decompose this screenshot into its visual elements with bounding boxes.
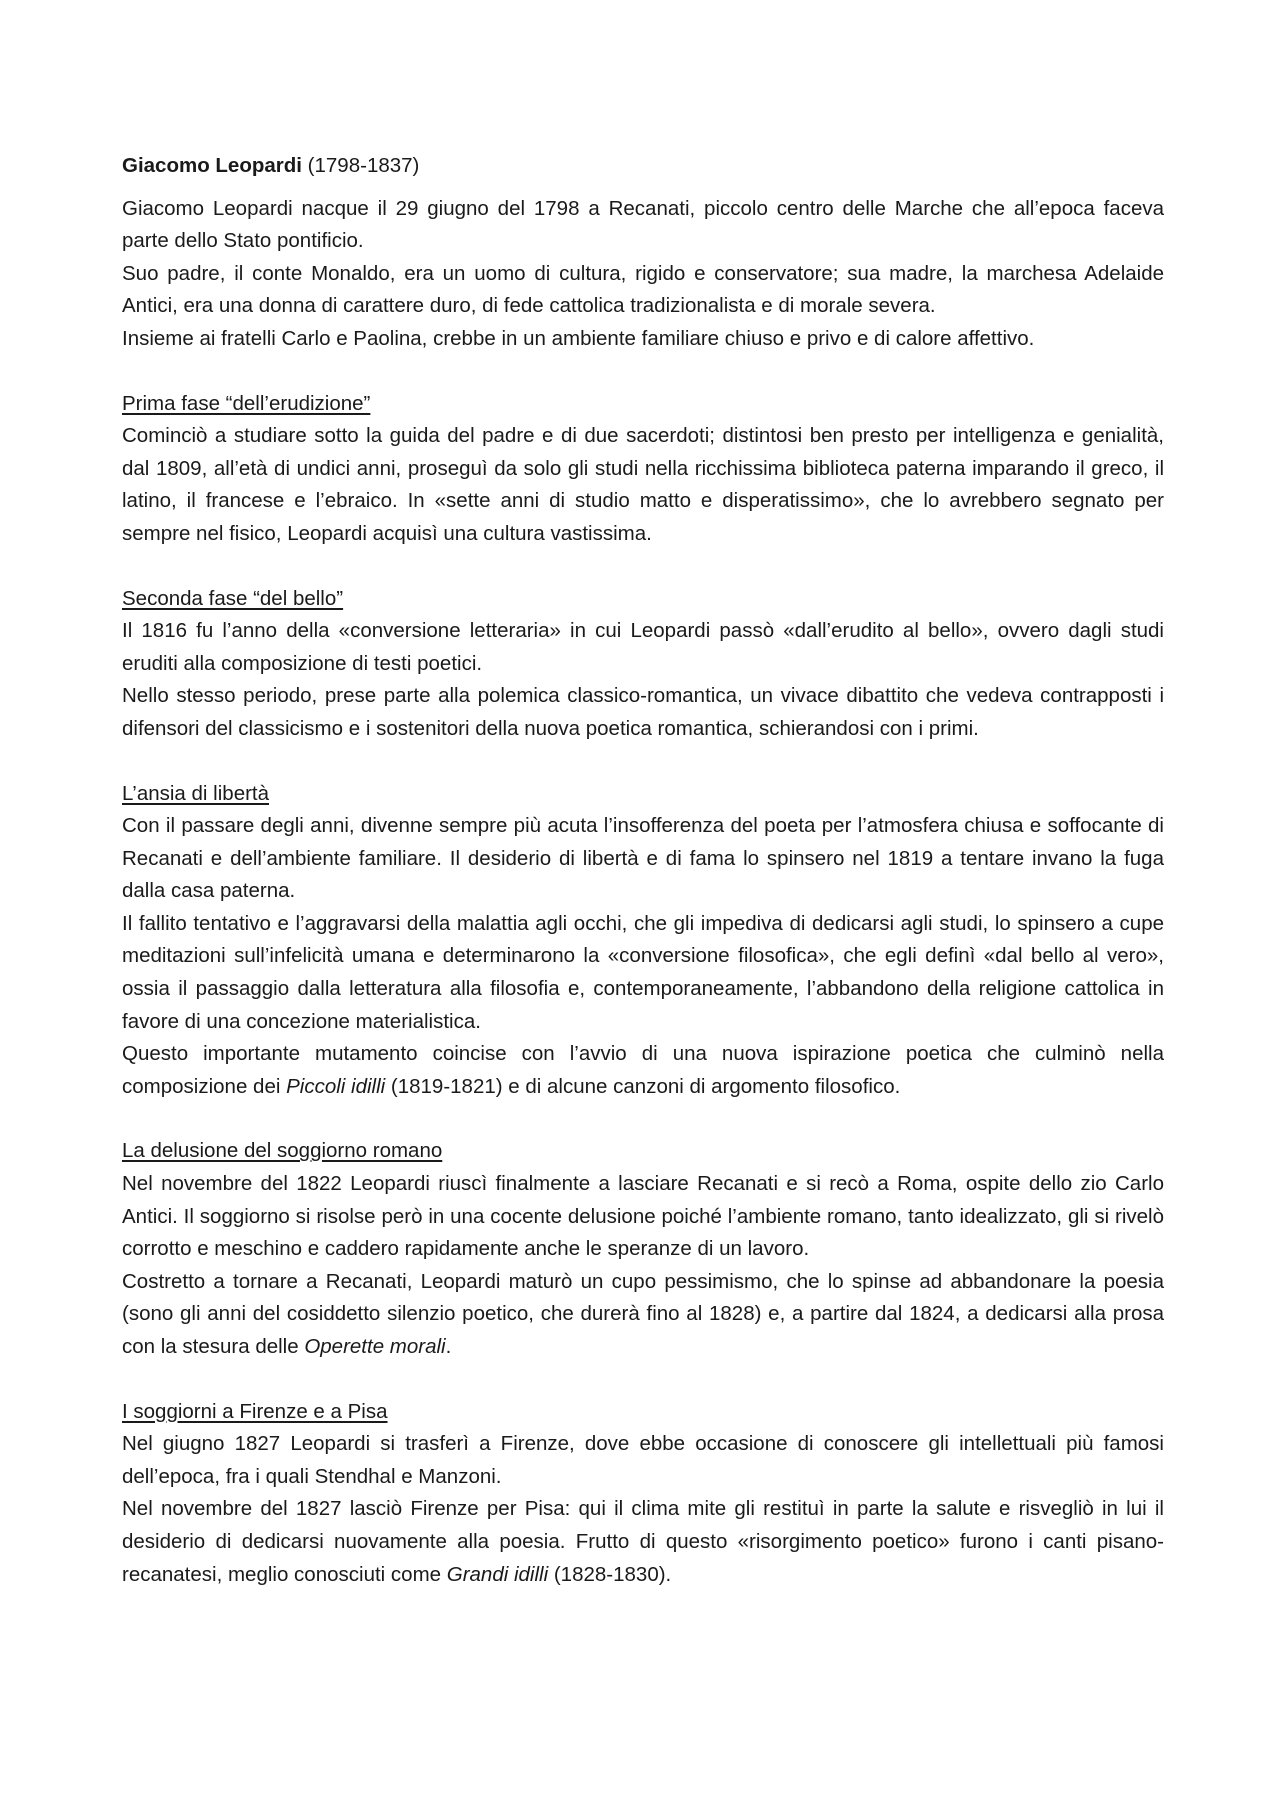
italic-title: Piccoli idilli [286, 1074, 386, 1098]
section-heading: Prima fase “dell’erudizione” [122, 391, 371, 415]
section-heading: Seconda fase “del bello” [122, 586, 344, 610]
title-name: Giacomo Leopardi [122, 154, 302, 177]
text-run: Nel novembre del 1827 lasciò Firenze per Pisa: qui il clima mite gli restituì in parte la salute e risvegliò in lui il desiderio di dedicarsi nuovamente alla poesia. Frutto di questo «risorgimento poetico» furono i canti pisano-recanatesi, meglio conosciuti come [122, 1497, 1164, 1586]
document-page [122, 150, 1164, 1591]
section-paragraph [122, 1493, 1164, 1591]
section-erudizione [122, 388, 1164, 551]
section-heading: La delusione del soggiorno romano [122, 1139, 443, 1163]
section-paragraph [122, 1266, 1164, 1364]
section-heading: I soggiorni a Firenze e a Pisa [122, 1399, 388, 1423]
section-paragraph: Nel novembre del 1822 Leopardi riuscì finalmente a lasciare Recanati e si recò a Roma, ospite dello zio Carlo Antici. Il soggiorno si risolse però in una cocente delusione poiché l’ambiente romano, tanto idealizzato, gli si rivelò corrotto e meschino e caddero rapidamente anche le speranze di un lavoro. [122, 1172, 1164, 1261]
section-paragraph: Con il passare degli anni, divenne sempre più acuta l’insofferenza del poeta per l’atmosfera chiusa e soffocante di Recanati e dell’ambiente familiare. Il desiderio di libertà e di fama lo spinsero nel 1819 a tentare invano la fuga dalla casa paterna. [122, 814, 1164, 903]
intro-paragraph: Suo padre, il conte Monaldo, era un uomo di cultura, rigido e conservatore; sua madre, la marchesa Adelaide Antici, era una donna di carattere duro, di fede cattolica tradizionalista e di morale severa. [122, 261, 1164, 318]
intro-section [122, 193, 1164, 356]
section-ansia-liberta [122, 778, 1164, 1104]
text-run: Questo importante mutamento coincise con l’avvio di una nuova ispirazione poetica che culminò nella composizione dei [122, 1042, 1164, 1098]
title-dates: (1798-1837) [301, 154, 420, 177]
text-run: Costretto a tornare a Recanati, Leopardi maturò un cupo pessimismo, che lo spinse ad abbandonare la poesia (sono gli anni del cosiddetto silenzio poetico, che durerà fino al 1828) e, a partire dal 1824, a dedicarsi alla prosa con la stesura delle [122, 1269, 1164, 1358]
section-firenze-pisa [122, 1396, 1164, 1592]
section-paragraph [122, 1038, 1164, 1103]
intro-paragraph: Insieme ai fratelli Carlo e Paolina, crebbe in un ambiente familiare chiuso e privo e di calore affettivo. [122, 326, 1035, 350]
section-bello [122, 583, 1164, 746]
section-soggiorno-romano [122, 1135, 1164, 1363]
text-run: (1828-1830). [548, 1562, 672, 1586]
section-paragraph: Nel giugno 1827 Leopardi si trasferì a Firenze, dove ebbe occasione di conoscere gli intellettuali più famosi dell’epoca, fra i quali Stendhal e Manzoni. [122, 1432, 1164, 1488]
section-paragraph: Cominciò a studiare sotto la guida del padre e di due sacerdoti; distintosi ben presto per intelligenza e genialità, dal 1809, all’età di undici anni, proseguì da solo gli studi nella ricchissima biblioteca paterna imparando il greco, il latino, il francese e l’ebraico. In «sette anni di studio matto e disperatissimo», che lo avrebbero segnato per sempre nel fisico, Leopardi acquisì una cultura vastissima. [122, 424, 1164, 545]
text-run: (1819-1821) e di alcune canzoni di argomento filosofico. [385, 1074, 901, 1098]
section-paragraph: Il fallito tentativo e l’aggravarsi della malattia agli occhi, che gli impediva di dedicarsi agli studi, lo spinsero a cupe meditazioni sull’infelicità umana e determinarono la «conversione filosofica», che egli definì «dal bello al vero», ossia il passaggio dalla letteratura alla filosofia e, contemporaneamente, l’abbandono della religione cattolica in favore di una concezione materialistica. [122, 911, 1164, 1033]
italic-title: Operette morali [304, 1335, 446, 1358]
document-title [122, 150, 1164, 183]
intro-paragraph: Giacomo Leopardi nacque il 29 giugno del 1798 a Recanati, piccolo centro delle Marche che all’epoca faceva parte dello Stato pontificio. [122, 196, 1164, 253]
text-run: . [445, 1335, 452, 1358]
italic-title: Grandi idilli [446, 1562, 549, 1586]
section-paragraph: Il 1816 fu l’anno della «conversione letteraria» in cui Leopardi passò «dall’erudito al bello», ovvero dagli studi eruditi alla composizione di testi poetici. [122, 619, 1164, 675]
section-heading: L’ansia di libertà [122, 781, 270, 805]
section-paragraph: Nello stesso periodo, prese parte alla polemica classico-romantica, un vivace dibattito che vedeva contrapposti i difensori del classicismo e i sostenitori della nuova poetica romantica, schierandosi con i primi. [122, 684, 1164, 740]
